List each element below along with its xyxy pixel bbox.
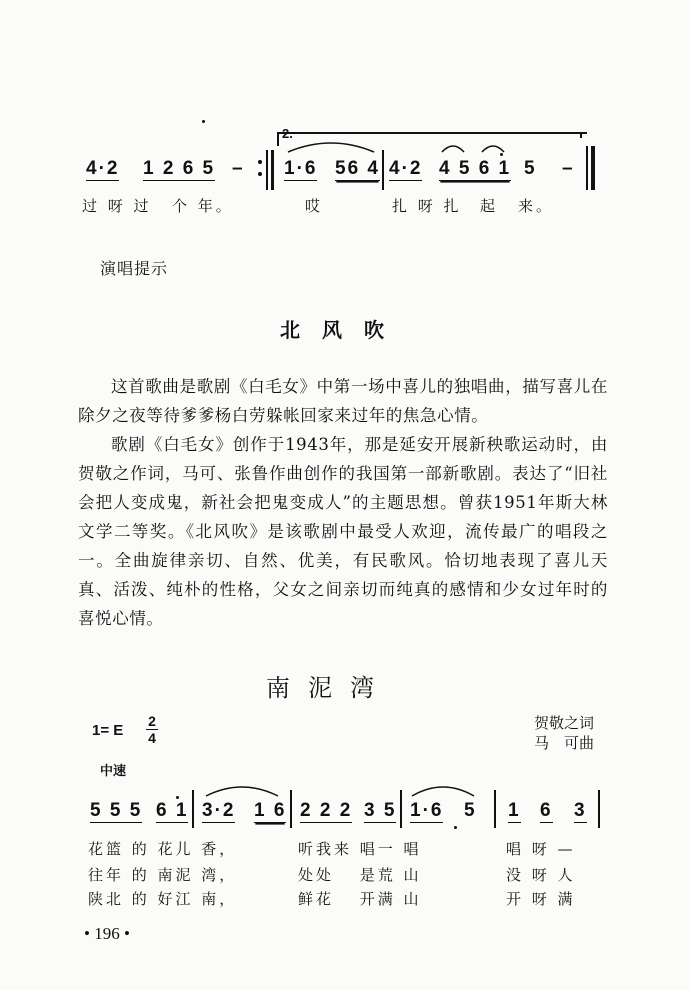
note-dash: – bbox=[232, 158, 245, 179]
note-group: 4·2 bbox=[86, 158, 120, 179]
barline bbox=[494, 790, 496, 828]
song-score bbox=[0, 780, 690, 910]
note: 5 bbox=[464, 800, 477, 821]
volta-label: 2. bbox=[282, 126, 293, 141]
verse-2-b: 处处 是荒 山 bbox=[298, 866, 422, 884]
note: 1 bbox=[508, 800, 521, 821]
dot-mark bbox=[202, 120, 205, 123]
page-number: • 196 • bbox=[84, 924, 130, 943]
lyric: 个 年。 bbox=[172, 197, 234, 215]
note-group: 1 2 6 5 bbox=[143, 158, 216, 179]
note-group: 2 2 2 bbox=[300, 800, 353, 821]
note-group: 1 6 bbox=[254, 800, 287, 821]
note: 6 bbox=[540, 800, 553, 821]
slur bbox=[286, 138, 376, 154]
verse-1-b: 听我来 唱一 唱 bbox=[298, 840, 422, 858]
barline bbox=[266, 150, 268, 190]
key-label: 1= E bbox=[92, 722, 124, 739]
slur bbox=[410, 782, 476, 798]
barline bbox=[382, 150, 384, 190]
time-bottom: 4 bbox=[148, 730, 156, 746]
note-group: 4·2 bbox=[389, 158, 423, 179]
volta-bracket bbox=[277, 132, 587, 134]
lyricist-credit: 贺敬之词 bbox=[534, 714, 595, 732]
verse-2-a: 往年 的 南泥 湾， bbox=[88, 866, 238, 884]
time-signature bbox=[146, 713, 158, 746]
song-title: 南泥湾 bbox=[266, 674, 392, 702]
note-group: 56 4 bbox=[335, 158, 380, 179]
barline bbox=[192, 790, 194, 828]
verse-3-c: 开 呀 满 bbox=[506, 890, 576, 908]
barline bbox=[400, 790, 402, 828]
barline bbox=[271, 150, 274, 190]
final-barline-thick bbox=[591, 146, 595, 190]
verse-2-c: 没 呀 人 bbox=[506, 866, 576, 884]
final-barline-thin bbox=[586, 146, 588, 190]
note-group: 3 5 bbox=[364, 800, 397, 821]
note-group: 1·6 bbox=[410, 800, 444, 821]
barline bbox=[290, 790, 292, 828]
section-label: 演唱提示 bbox=[100, 259, 169, 278]
article-paragraph: 歌剧《白毛女》创作于1943年，那是延安开展新秧歌运动时，由贺敬之作词，马可、张鲁作曲创作的我国第一部新歌剧。表达了“旧社会把人变成鬼，新社会把鬼变成人”的主题思想。曾获1951年斯大林文学二等奖。《北风吹》是该歌剧中最受人欢迎，流传最广的唱段之一。全曲旋律亲切、自然、优美，有民歌风。恰切地表现了喜儿天真、活泼、纯朴的性格，父女之间亲切而纯真的感情和少女过年时的喜悦心情。 bbox=[78, 435, 608, 628]
note-group: 4 5 6 1 bbox=[439, 158, 512, 179]
volta-left bbox=[277, 132, 279, 146]
slur bbox=[204, 782, 280, 798]
time-top: 2 bbox=[146, 713, 158, 730]
slur bbox=[480, 140, 506, 154]
low-dot bbox=[454, 826, 457, 829]
article-paragraph: 这首歌曲是歌剧《白毛女》中第一场中喜儿的独唱曲，描写喜儿在除夕之夜等待爹爹杨白劳躲帐回家来过年的焦急心情。 bbox=[78, 377, 608, 425]
lyric: 起 bbox=[480, 197, 499, 215]
note-group: 3·2 bbox=[202, 800, 236, 821]
note: 5 bbox=[524, 158, 537, 179]
article-title: 北风吹 bbox=[280, 318, 406, 342]
tempo-marking: 中速 bbox=[100, 764, 127, 779]
note-group: 6 1 bbox=[156, 800, 189, 821]
slur bbox=[440, 140, 466, 154]
key-signature bbox=[92, 722, 123, 739]
note: 3 bbox=[574, 800, 587, 821]
verse-1-c: 唱 呀 — bbox=[506, 840, 576, 858]
score-top bbox=[0, 0, 690, 240]
lyric: 来。 bbox=[518, 197, 555, 215]
note-group: 5 5 5 bbox=[90, 800, 143, 821]
repeat-dots bbox=[258, 160, 262, 164]
high-dot bbox=[176, 796, 179, 799]
barline bbox=[598, 790, 600, 828]
composer-credit: 马 可曲 bbox=[534, 734, 595, 752]
lyric: 过 呀 过 bbox=[82, 197, 152, 215]
volta-right-tick bbox=[580, 132, 582, 138]
note-dash: – bbox=[562, 158, 575, 179]
note-group: 1·6 bbox=[284, 158, 318, 179]
high-dot bbox=[500, 153, 503, 156]
lyric: 哎 bbox=[305, 197, 324, 215]
verse-3-b: 鲜花 开满 山 bbox=[298, 890, 422, 908]
verse-1-a: 花篮 的 花儿 香， bbox=[88, 840, 238, 858]
verse-3-a: 陕北 的 好江 南， bbox=[88, 890, 238, 908]
lyric: 扎 呀 扎 bbox=[392, 197, 462, 215]
